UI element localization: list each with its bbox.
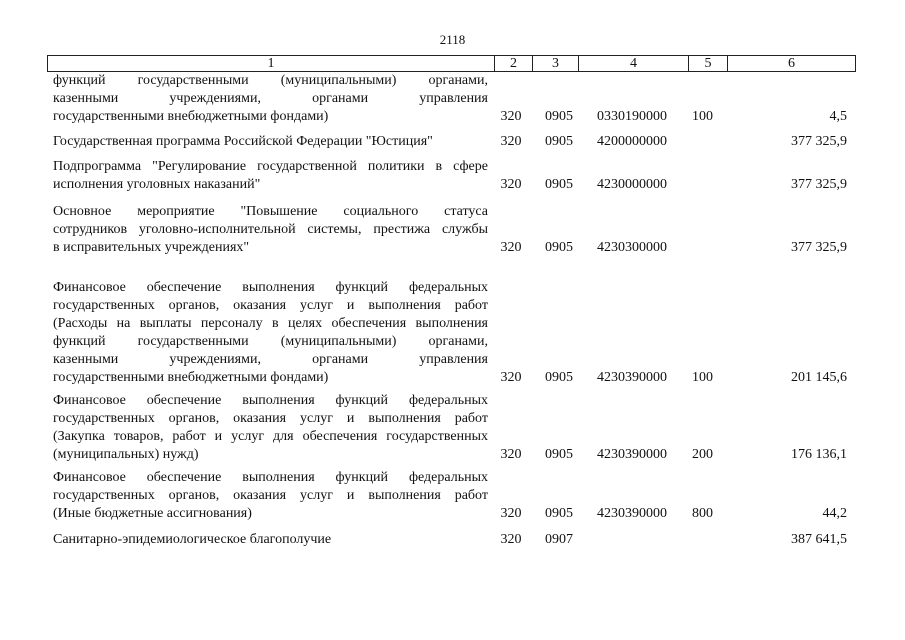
description-line: Санитарно-эпидемиологическое благополучие [53, 532, 332, 547]
ministry-code: 320 [500, 134, 522, 149]
description-line: государственных органов, оказания услуг и выполнения работ [53, 488, 488, 503]
description-line: казенными учреждениями, органами управления [53, 91, 488, 106]
section-code: 0905 [545, 109, 573, 124]
amount: 387 641,5 [791, 532, 847, 547]
description-line: сотрудников уголовно-исполнительной системы, престижа службы [53, 222, 488, 237]
description-line: (муниципальных) нужд) [53, 447, 199, 462]
description-line: государственными внебюджетными фондами) [53, 109, 329, 124]
expense-type-code: 800 [692, 506, 713, 521]
column-header-3: 3 [533, 56, 579, 72]
section-code: 0905 [545, 506, 573, 521]
expense-type-code: 200 [692, 447, 713, 462]
target-item-code: 4230390000 [597, 447, 667, 462]
column-header-4: 4 [579, 56, 689, 72]
amount: 176 136,1 [791, 447, 847, 462]
row-description [53, 72, 488, 126]
amount: 377 325,9 [791, 177, 847, 192]
section-code: 0907 [545, 532, 573, 547]
row-description [53, 279, 488, 387]
description-line: функций государственными (муниципальными) органами, [53, 73, 488, 88]
ministry-code: 320 [500, 177, 522, 192]
section-code: 0905 [545, 370, 573, 385]
description-line: функций государственными (муниципальными) органами, [53, 334, 488, 349]
ministry-code: 320 [500, 447, 522, 462]
description-line: (Иные бюджетные ассигнования) [53, 506, 252, 521]
row-description [53, 469, 488, 523]
description-line: исполнения уголовных наказаний" [53, 177, 261, 192]
description-line: Подпрограмма "Регулирование государственной политики в сфере [53, 159, 488, 174]
description-line: (Расходы на выплаты персоналу в целях обеспечения выполнения [53, 316, 488, 331]
description-line: Финансовое обеспечение выполнения функций федеральных [53, 280, 488, 295]
ministry-code: 320 [500, 370, 522, 385]
row-description [53, 158, 488, 194]
row-description [53, 392, 488, 464]
ministry-code: 320 [500, 109, 522, 124]
description-line: казенными учреждениями, органами управления [53, 352, 488, 367]
row-description [53, 203, 488, 257]
description-line: государственных органов, оказания услуг и выполнения работ [53, 298, 488, 313]
amount: 377 325,9 [791, 240, 847, 255]
section-code: 0905 [545, 177, 573, 192]
description-line: в исправительных учреждениях" [53, 240, 250, 255]
description-line: Финансовое обеспечение выполнения функций федеральных [53, 470, 488, 485]
description-line: (Закупка товаров, работ и услуг для обеспечения государственных [53, 429, 488, 444]
target-item-code: 4230000000 [597, 177, 667, 192]
amount: 377 325,9 [791, 134, 847, 149]
ministry-code: 320 [500, 240, 522, 255]
description-line: государственных органов, оказания услуг и выполнения работ [53, 411, 488, 426]
column-header-6: 6 [728, 56, 856, 72]
row-description [53, 133, 488, 151]
amount: 4,5 [829, 109, 847, 124]
column-header-1: 1 [48, 56, 495, 72]
column-header-2: 2 [495, 56, 533, 72]
description-line: Государственная программа Российской Федерации "Юстиция" [53, 134, 433, 149]
section-code: 0905 [545, 447, 573, 462]
section-code: 0905 [545, 240, 573, 255]
description-line: Финансовое обеспечение выполнения функций федеральных [53, 393, 488, 408]
description-line: государственными внебюджетными фондами) [53, 370, 329, 385]
expense-type-code: 100 [692, 109, 713, 124]
target-item-code: 4230390000 [597, 370, 667, 385]
column-header-row [47, 55, 856, 72]
target-item-code: 4200000000 [597, 134, 667, 149]
amount: 201 145,6 [791, 370, 847, 385]
ministry-code: 320 [500, 506, 522, 521]
description-line: Основное мероприятие "Повышение социального статуса [53, 204, 488, 219]
target-item-code: 0330190000 [597, 109, 667, 124]
ministry-code: 320 [500, 532, 522, 547]
column-header-5: 5 [689, 56, 728, 72]
row-description [53, 531, 488, 549]
section-code: 0905 [545, 134, 573, 149]
expense-type-code: 100 [692, 370, 713, 385]
page-number: 2118 [439, 32, 466, 47]
target-item-code: 4230390000 [597, 506, 667, 521]
target-item-code: 4230300000 [597, 240, 667, 255]
amount: 44,2 [822, 506, 847, 521]
